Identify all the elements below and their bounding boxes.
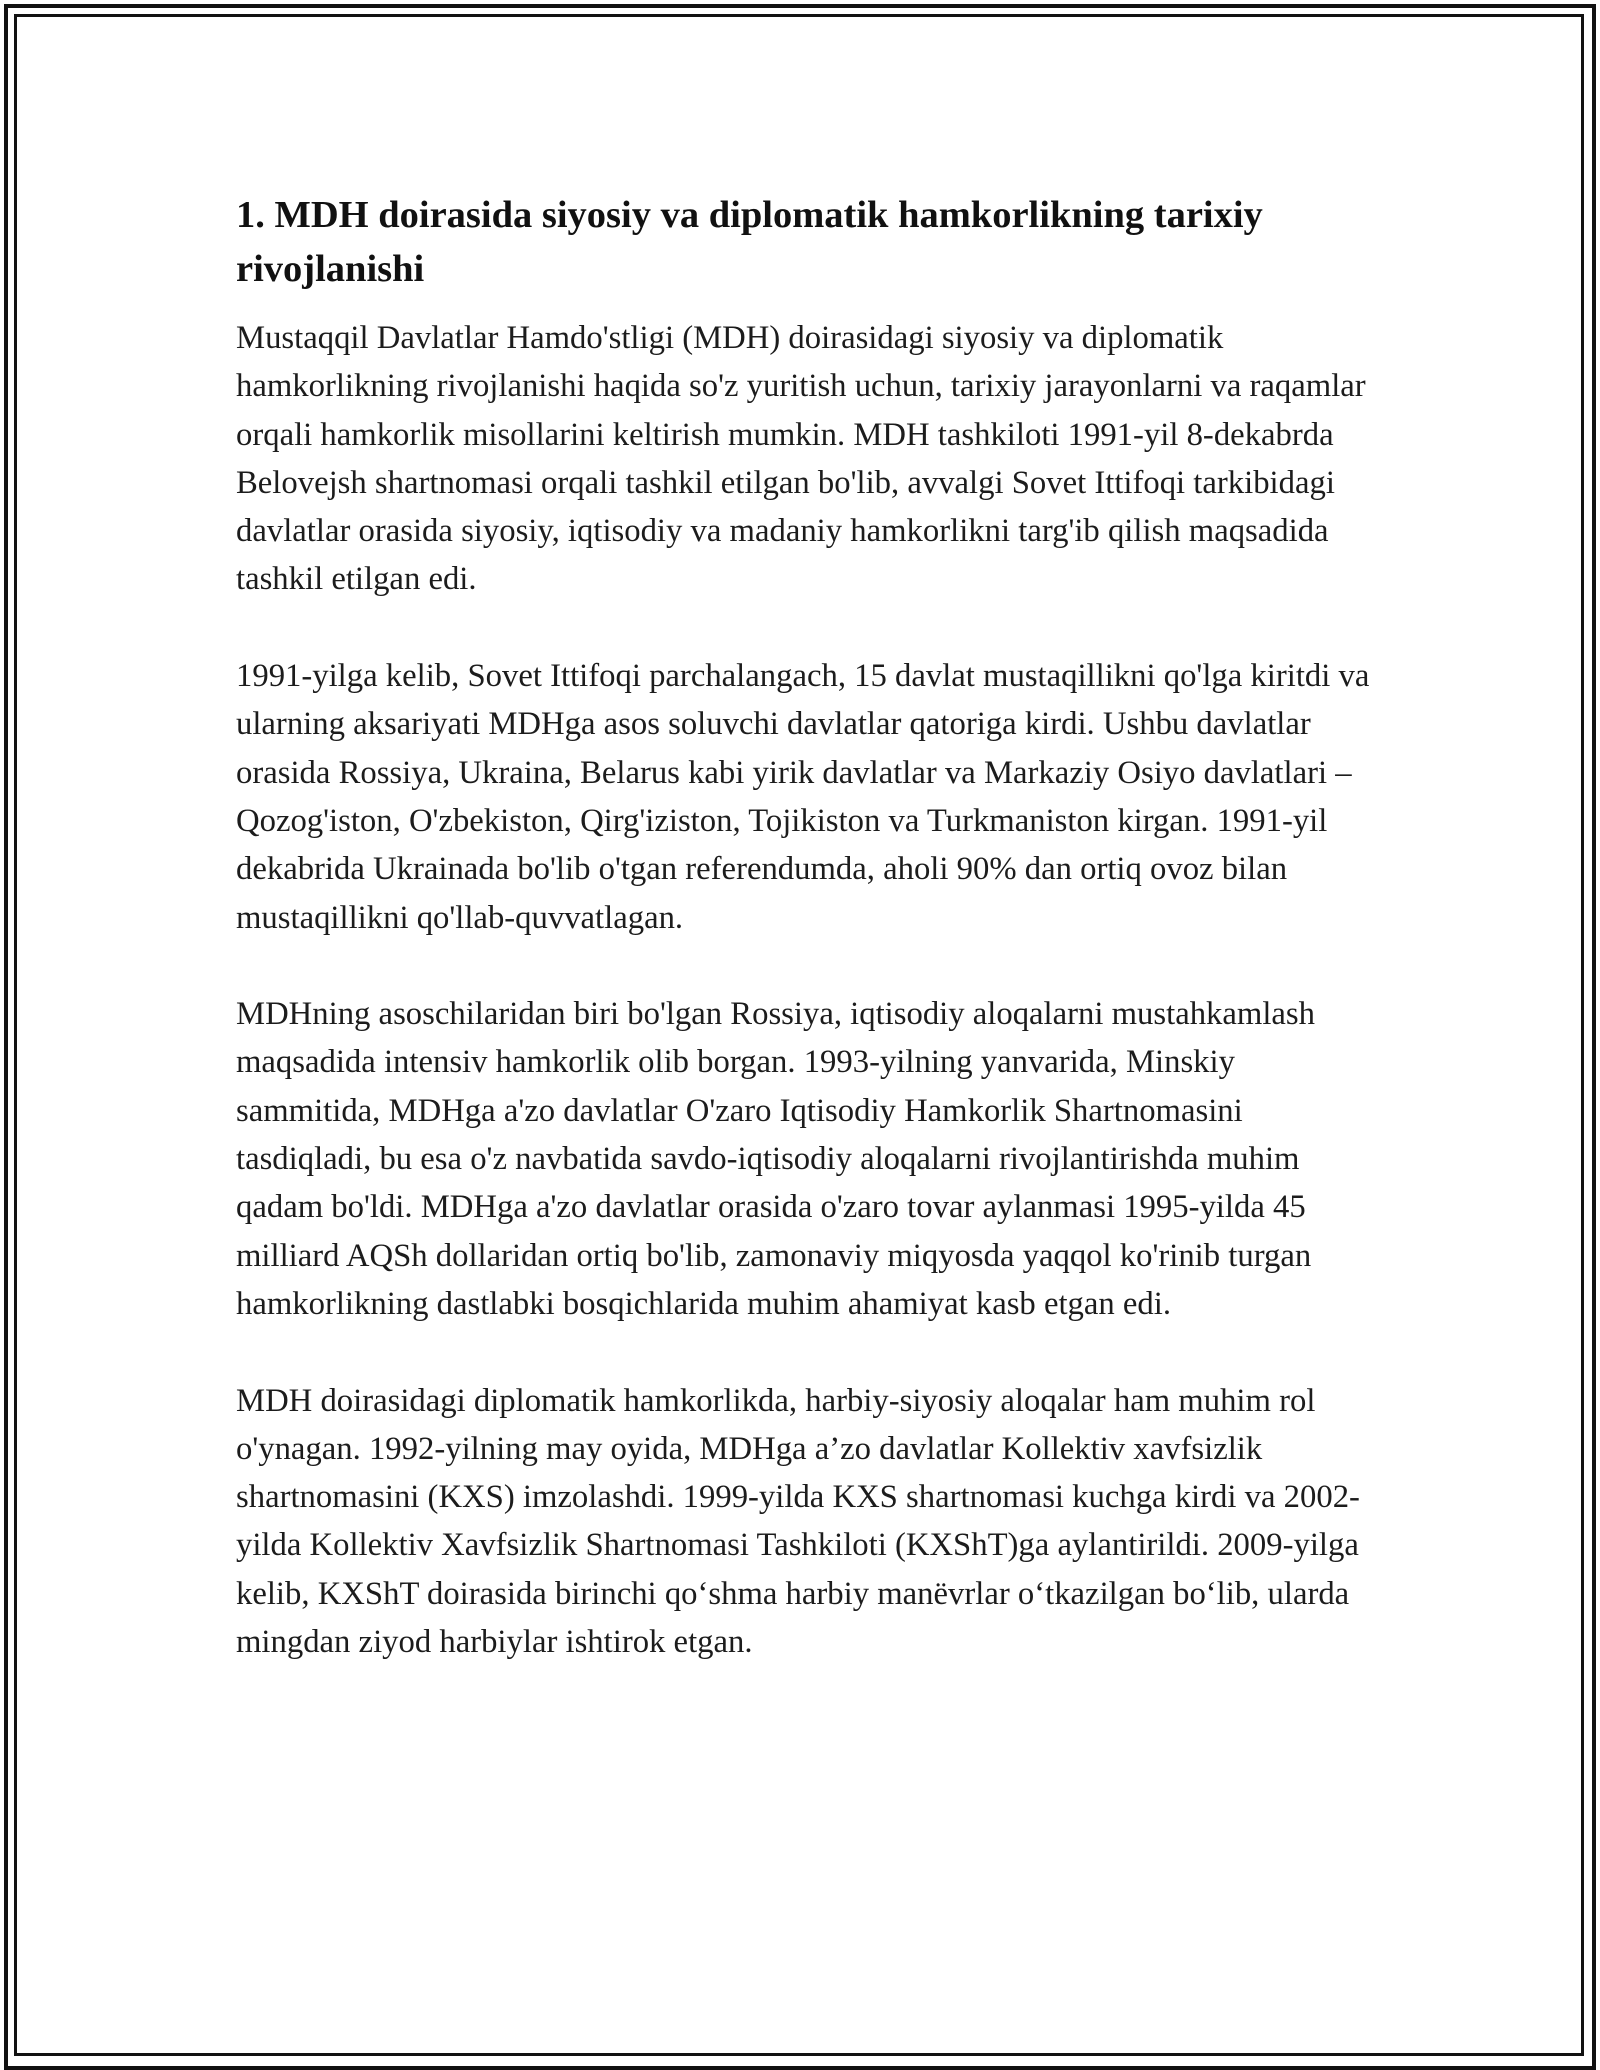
paragraph-founding: Mustaqqil Davlatlar Hamdo'stligi (MDH) doirasidagi siyosiy va diplomatik hamkorlikning rivojlanishi haqida so'z yuritish uchun, tarixiy jarayonlarni va raqamlar orqali hamkorlik misollarini keltirish mumkin. MDH tashkiloti 1991-yil 8-dekabrda Belovejsh shartnomasi orqali tashkil etilgan bo'lib, avvalgi Sovet Ittifoqi tarkibidagi davlatlar orasida siyosiy, iqtisodiy va madaniy hamkorlikni targ'ib qilish maqsadida tashkil etilgan edi. — [236, 320, 1366, 598]
section-heading: 1. MDH doirasida siyosiy va diplomatik hamkorlikning tarixiy rivojlanishi — [236, 194, 1263, 290]
paragraph-economic-cooperation: MDHning asoschilaridan biri bo'lgan Rossiya, iqtisodiy aloqalarni mustahkamlash maqsadida intensiv hamkorlik olib borgan. 1993-yilning yanvarida, Minskiy sammitida, MDHga a'zo davlatlar O'zaro Iqtisodiy Hamkorlik Shartnomasini tasdiqladi, bu esa o'z navbatida savdo-iqtisodiy aloqalarni rivojlantirishda muhim qadam bo'ldi. MDHga a'zo davlatlar orasida o'zaro tovar aylanmasi 1995-yilda 45 milliard AQSh dollaridan ortiq bo'lib, zamonaviy miqyosda yaqqol ko'rinib turgan hamkorlikning dastlabki bosqichlarida muhim ahamiyat kasb etgan edi. — [236, 996, 1315, 1322]
paragraph-independence: 1991-yilga kelib, Sovet Ittifoqi parchalangach, 15 davlat mustaqillikni qo'lga kiritdi va ularning aksariyati MDHga asos soluvchi davlatlar qatoriga kirdi. Ushbu davlatlar orasida Rossiya, Ukraina, Belarus kabi yirik davlatlar va Markaziy Osiyo davlatlari – Qozog'iston, O'zbekiston, Qirg'iziston, Tojikiston va Turkmaniston kirgan. 1991-yil dekabrida Ukrainada bo'lib o'tgan referendumda, aholi 90% dan ortiq ovoz bilan mustaqillikni qo'llab-quvvatlagan. — [236, 658, 1370, 936]
paragraph-military-cooperation: MDH doirasidagi diplomatik hamkorlikda, harbiy-siyosiy aloqalar ham muhim rol o'ynagan. 1992-yilning may oyida, MDHga a’zo davlatlar Kollektiv xavfsizlik shartnomasini (KXS) imzolashdi. 1999-yilda KXS shartnomasi kuchga kirdi va 2002-yilda Kollektiv Xavfsizlik Shartnomasi Tashkiloti (KXShT)ga aylantirildi. 2009-yilga kelib, KXShT doirasida birinchi qo‘shma harbiy manëvrlar o‘tkazilgan bo‘lib, ularda mingdan ziyod harbiylar ishtirok etgan. — [236, 1382, 1360, 1661]
document-body — [236, 188, 1376, 1715]
